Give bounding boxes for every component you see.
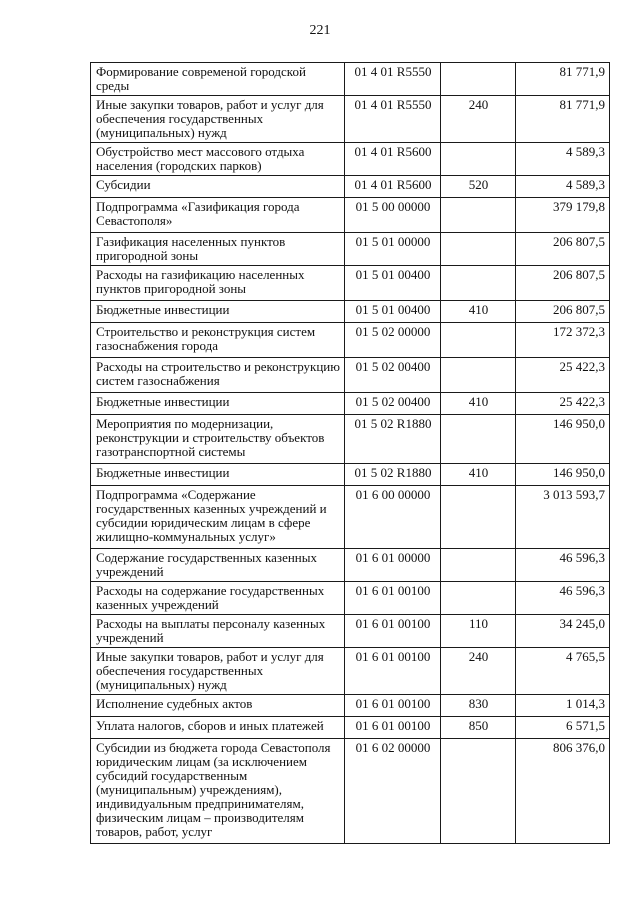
row-amount: 46 596,3 [516,582,610,615]
row-amount: 172 372,3 [516,323,610,358]
row-amount: 806 376,0 [516,739,610,844]
row-name: Содержание государственных казенных учреждений [91,549,345,582]
row-expense-type: 110 [441,615,516,648]
table-row [91,615,610,648]
row-code: 01 5 02 00400 [345,358,441,393]
table-row [91,143,610,176]
row-expense-type [441,233,516,266]
row-amount: 81 771,9 [516,96,610,143]
row-code: 01 4 01 R5600 [345,176,441,198]
row-expense-type [441,739,516,844]
row-expense-type [441,358,516,393]
row-code: 01 6 01 00100 [345,717,441,739]
table-row [91,648,610,695]
row-code: 01 6 01 00100 [345,615,441,648]
row-expense-type [441,63,516,96]
row-amount: 34 245,0 [516,615,610,648]
row-name: Бюджетные инвестиции [91,464,345,486]
row-expense-type [441,582,516,615]
row-amount: 3 013 593,7 [516,486,610,549]
row-code: 01 6 02 00000 [345,739,441,844]
row-code: 01 5 02 00000 [345,323,441,358]
row-expense-type [441,549,516,582]
row-expense-type [441,266,516,301]
row-code: 01 5 02 00400 [345,393,441,415]
row-name: Расходы на выплаты персоналу казенных учреждений [91,615,345,648]
row-amount: 206 807,5 [516,301,610,323]
row-code: 01 5 01 00400 [345,266,441,301]
row-amount: 25 422,3 [516,393,610,415]
row-amount: 1 014,3 [516,695,610,717]
row-name: Бюджетные инвестиции [91,301,345,323]
row-name: Уплата налогов, сборов и иных платежей [91,717,345,739]
row-code: 01 6 01 00000 [345,549,441,582]
row-code: 01 6 01 00100 [345,648,441,695]
row-amount: 25 422,3 [516,358,610,393]
row-amount: 6 571,5 [516,717,610,739]
row-name: Исполнение судебных актов [91,695,345,717]
row-code: 01 6 01 00100 [345,695,441,717]
table-row [91,582,610,615]
row-amount: 146 950,0 [516,415,610,464]
row-amount: 206 807,5 [516,266,610,301]
row-code: 01 5 02 R1880 [345,464,441,486]
row-amount: 379 179,8 [516,198,610,233]
row-name: Расходы на газификацию населенных пунктов пригородной зоны [91,266,345,301]
row-amount: 146 950,0 [516,464,610,486]
row-expense-type [441,323,516,358]
row-code: 01 4 01 R5600 [345,143,441,176]
row-code: 01 5 02 R1880 [345,415,441,464]
row-expense-type: 410 [441,464,516,486]
budget-table [90,62,610,844]
row-expense-type [441,198,516,233]
row-name: Расходы на строительство и реконструкцию систем газоснабжения [91,358,345,393]
table-row [91,415,610,464]
table-row [91,393,610,415]
table-row [91,233,610,266]
row-expense-type: 240 [441,96,516,143]
row-name: Строительство и реконструкция систем газоснабжения города [91,323,345,358]
row-amount: 46 596,3 [516,549,610,582]
row-expense-type [441,415,516,464]
row-expense-type: 850 [441,717,516,739]
row-amount: 4 589,3 [516,176,610,198]
row-expense-type: 410 [441,301,516,323]
page-number: 221 [309,23,331,38]
row-code: 01 6 01 00100 [345,582,441,615]
row-expense-type: 830 [441,695,516,717]
row-name: Иные закупки товаров, работ и услуг для обеспечения государственных (муниципальных) нужд [91,96,345,143]
row-expense-type [441,486,516,549]
table-row [91,323,610,358]
row-expense-type [441,143,516,176]
table-row [91,486,610,549]
row-name: Подпрограмма «Газификация города Севастополя» [91,198,345,233]
row-name: Бюджетные инвестиции [91,393,345,415]
row-amount: 81 771,9 [516,63,610,96]
table-row [91,464,610,486]
table-row [91,549,610,582]
table-row [91,739,610,844]
row-code: 01 5 01 00400 [345,301,441,323]
row-code: 01 4 01 R5550 [345,63,441,96]
row-name: Субсидии из бюджета города Севастополя юридическим лицам (за исключением субсидий государственным (муниципальным) учреждениям), индивидуальным предпринимателям, физическим лицам – производителям товаров, работ, услуг [91,739,345,844]
row-name: Газификация населенных пунктов пригородной зоны [91,233,345,266]
row-code: 01 4 01 R5550 [345,96,441,143]
table-row [91,301,610,323]
row-name: Субсидии [91,176,345,198]
table-row [91,695,610,717]
row-expense-type: 520 [441,176,516,198]
row-name: Мероприятия по модернизации, реконструкции и строительству объектов газотранспортной системы [91,415,345,464]
row-expense-type: 410 [441,393,516,415]
row-name: Иные закупки товаров, работ и услуг для обеспечения государственных (муниципальных) нужд [91,648,345,695]
row-name: Формирование современой городской среды [91,63,345,96]
table-row [91,717,610,739]
table-row [91,198,610,233]
row-code: 01 5 01 00000 [345,233,441,266]
row-name: Расходы на содержание государственных казенных учреждений [91,582,345,615]
row-code: 01 6 00 00000 [345,486,441,549]
table-row [91,266,610,301]
table-row [91,96,610,143]
table-row [91,358,610,393]
row-amount: 206 807,5 [516,233,610,266]
row-name: Обустройство мест массового отдыха населения (городских парков) [91,143,345,176]
table-row [91,176,610,198]
row-code: 01 5 00 00000 [345,198,441,233]
table-row [91,63,610,96]
row-name: Подпрограмма «Содержание государственных казенных учреждений и субсидии юридическим лицам в сфере жилищно-коммунальных услуг» [91,486,345,549]
row-amount: 4 589,3 [516,143,610,176]
row-amount: 4 765,5 [516,648,610,695]
row-expense-type: 240 [441,648,516,695]
